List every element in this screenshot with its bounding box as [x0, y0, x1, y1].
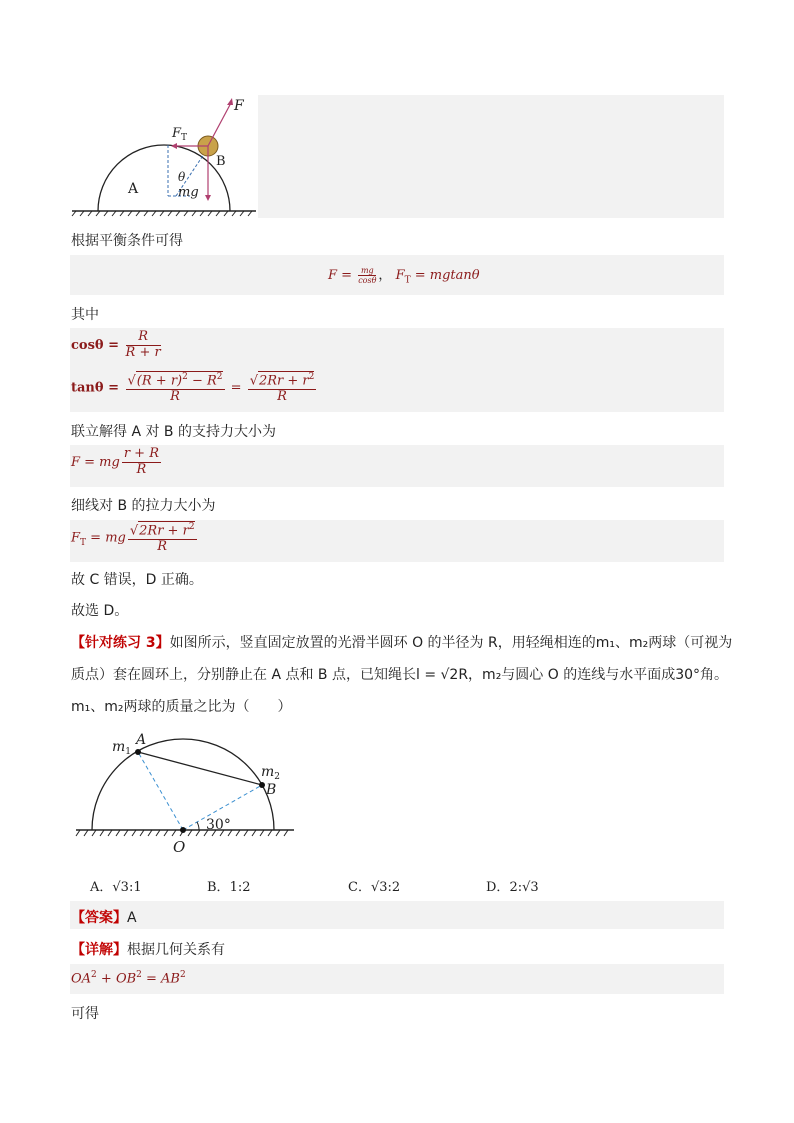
figure1-hemisphere-ball [70, 95, 260, 218]
equation-cos: cosθ = $\frac{R}{R + r}$ [71, 329, 161, 360]
label-A: A [128, 181, 139, 197]
label-B: B [216, 154, 226, 169]
detail: 【详解】根据几何关系有 [71, 942, 225, 958]
figure2-semicircle-ring [72, 728, 302, 858]
choice-C[interactable]: C．√3:2 [348, 880, 401, 895]
ball-B [259, 782, 265, 788]
text-where: 其中 [71, 307, 99, 323]
choice-D[interactable]: D．2:√3 [486, 880, 539, 895]
center-O [180, 827, 186, 833]
text-choose: 故选 D。 [71, 603, 129, 619]
answer: 【答案】A [71, 910, 137, 926]
text-equilibrium: 根据平衡条件可得 [71, 233, 183, 249]
text-conclusion: 故 C 错误，D 正确。 [71, 572, 203, 588]
text-thus: 可得 [71, 1006, 99, 1022]
label-F: F [234, 98, 244, 114]
label-m2: $m_2$ [261, 764, 281, 782]
problem-line-1: 【针对练习 3】如图所示，竖直固定放置的光滑半圆环 O 的半径为 R，用轻绳相连的m₁、m₂两球（可视为 [71, 635, 733, 651]
problem-line-3: m₁、m₂两球的质量之比为（ ） [71, 699, 292, 715]
label-theta: θ [178, 170, 186, 184]
ball-A [135, 749, 141, 755]
equation-FT: $F_T$ = mg $\frac{√2Rr + r^2}{R}$ [71, 522, 195, 555]
label-A: A [136, 732, 147, 748]
label-B: B [266, 782, 277, 798]
choice-B[interactable]: B．1:2 [207, 880, 251, 895]
label-m1: $m_1$ [112, 739, 132, 757]
eq-F-band [70, 445, 724, 487]
equation-tan: tanθ = $\frac{√(R + r)^2 - R^2}{R}$ = $\frac{√2Rr + r^2}{R}$ [71, 372, 315, 405]
equation-geometry: $OA^2 + OB^2 = AB^2$ [71, 970, 186, 987]
label-O: O [173, 838, 186, 856]
equation-F-FT: F = $\frac{mg}{\cos\theta}$ ， $F_T = mgtan\theta$ [328, 265, 480, 286]
label-FT: $F_T$ [172, 126, 188, 143]
label-mg: mg [178, 185, 199, 200]
equation-F: F = mg $\frac{r + R}{R}$ [71, 446, 159, 477]
label-angle: 30° [206, 817, 231, 833]
problem-line-2: 质点）套在圆环上，分别静止在 A 点和 B 点，已知绳长l = √2R，m₂与圆心 O 的连线与水平面成30°角。 [71, 667, 729, 683]
choice-A[interactable]: A．√3:1 [90, 880, 142, 895]
text-tension: 细线对 B 的拉力大小为 [71, 498, 216, 514]
text-support-force: 联立解得 A 对 B 的支持力大小为 [71, 424, 276, 440]
answer-band [70, 901, 724, 929]
